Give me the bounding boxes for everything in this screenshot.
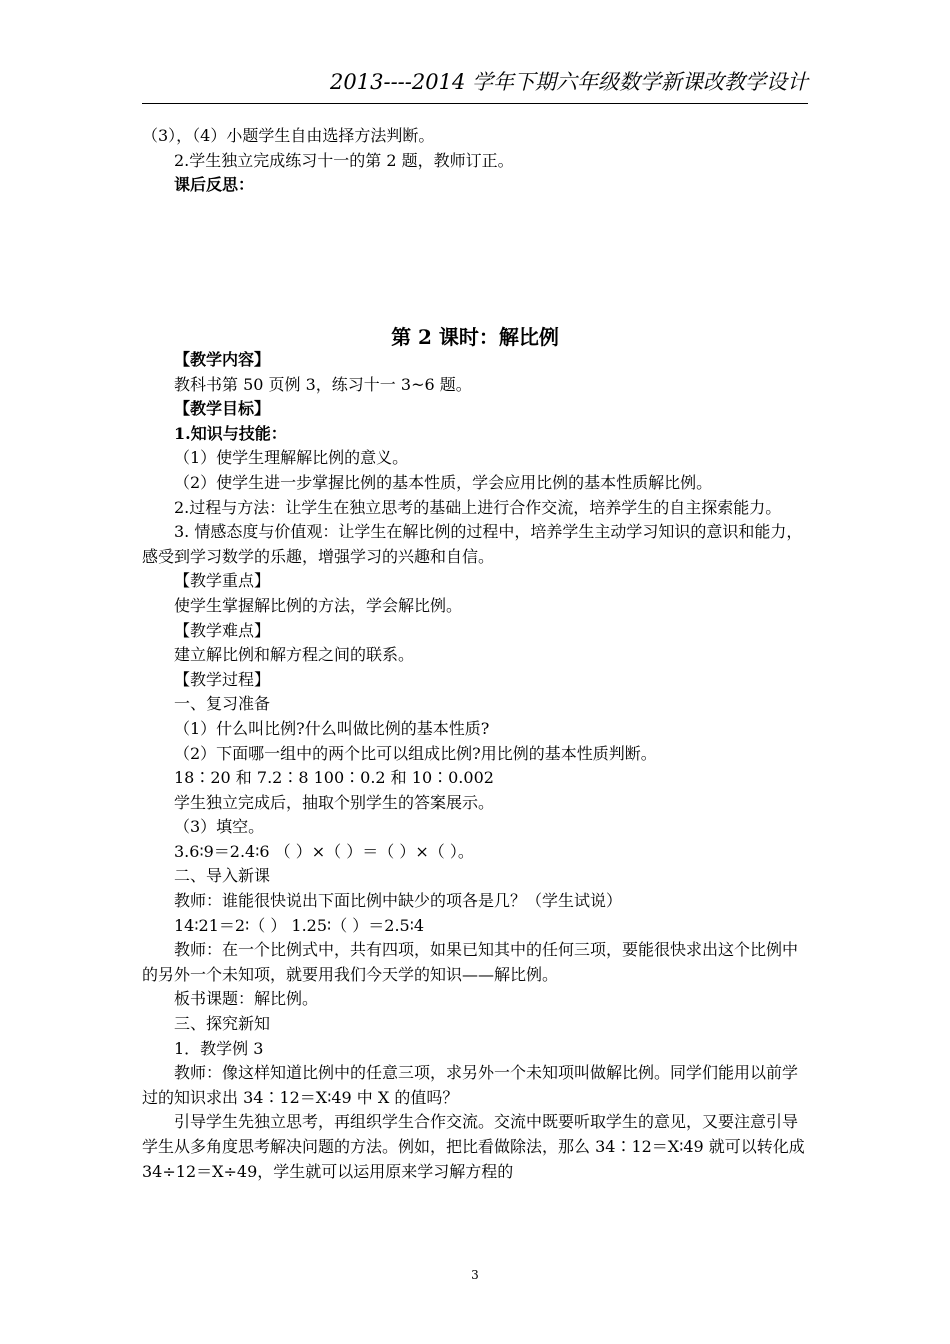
math-line: 18∶20 和 7.2∶8 100∶0.2 和 10∶0.002 — [174, 768, 494, 788]
paragraph: 教师：像这样知道比例中的任意三项，求另外一个未知项叫做解比例。同学们能用以前学过的知识求出 34∶12＝X∶49 中 X 的值吗？ — [142, 1063, 799, 1107]
paragraph: 教师：在一个比例式中，共有四项，如果已知其中的任何三项，要能很快求出这个比例中的另外一个未知项，就要用我们今天学的知识——解比例。 — [142, 940, 799, 984]
paragraph: 教师：谁能很快说出下面比例中缺少的项各是几？（学生试说） — [174, 891, 623, 911]
section-heading: 【教学难点】 — [174, 620, 271, 640]
paragraph: 使学生掌握解比例的方法，学会解比例。 — [174, 595, 463, 615]
paragraph: （1）使学生理解解比例的意义。 — [174, 448, 409, 468]
reflection-heading: 课后反思： — [174, 175, 255, 195]
paragraph: 学生独立完成后，抽取个别学生的答案展示。 — [174, 792, 495, 812]
section-heading: 【教学内容】 — [174, 350, 271, 369]
lesson-body — [142, 348, 808, 1184]
paragraph: （1）什么叫比例?什么叫做比例的基本性质? — [174, 718, 490, 738]
paragraph: （2）下面哪一组中的两个比可以组成比例?用比例的基本性质判断。 — [174, 743, 657, 763]
header-rule — [142, 103, 808, 104]
paragraph: 2.过程与方法：让学生在独立思考的基础上进行合作交流，培养学生的自主探索能力。 — [174, 497, 782, 517]
section-heading: 【教学重点】 — [174, 571, 271, 591]
subsection-heading: 1.知识与技能： — [174, 423, 287, 443]
paragraph: 建立解比例和解方程之间的联系。 — [174, 645, 415, 665]
paragraph: 三、探究新知 — [174, 1014, 271, 1034]
paragraph: 教科书第 50 页例 3，练习十一 3~6 题。 — [174, 374, 472, 394]
paragraph: 1．教学例 3 — [174, 1038, 264, 1058]
section-heading: 【教学过程】 — [174, 669, 271, 689]
paragraph: 2.学生独立完成练习十一的第 2 题，教师订正。 — [174, 150, 514, 170]
section-heading: 【教学目标】 — [174, 399, 271, 419]
paragraph: 引导学生先独立思考，再组织学生合作交流。交流中既要听取学生的意见，又要注意引导学生从多角度思考解决问题的方法。例如，把比看做除法，那么 34∶12＝X∶49 就可以转化成 34÷12＝X÷49，学生就可以运用原来学习解方程的 — [142, 1112, 805, 1181]
lesson-title: 第 2 课时：解比例 — [391, 325, 559, 349]
math-line: 14∶21＝2∶（ ） 1.25∶（ ）＝2.5∶4 — [174, 915, 425, 935]
paragraph: （3）填空。 — [174, 817, 265, 837]
page-header-title: 2013----2014 学年下期六年级数学新课改教学设计 — [330, 70, 808, 94]
paragraph: （2）使学生进一步掌握比例的基本性质，学会应用比例的基本性质解比例。 — [174, 472, 713, 492]
paragraph: 二、导入新课 — [174, 866, 271, 886]
page-number: 3 — [471, 1268, 479, 1282]
paragraph: 一、复习准备 — [174, 694, 271, 714]
paragraph: （3），（4）小题学生自由选择方法判断。 — [142, 126, 435, 145]
paragraph: 3. 情感态度与价值观：让学生在解比例的过程中，培养学生主动学习知识的意识和能力，感受到学习数学的乐趣，增强学习的兴趣和自信。 — [142, 522, 803, 566]
paragraph: 板书课题：解比例。 — [174, 989, 319, 1009]
previous-section-tail — [142, 124, 808, 198]
math-line: 3.6∶9＝2.4∶6 （ ）×（ ）＝（ ）×（ ）。 — [174, 841, 474, 861]
